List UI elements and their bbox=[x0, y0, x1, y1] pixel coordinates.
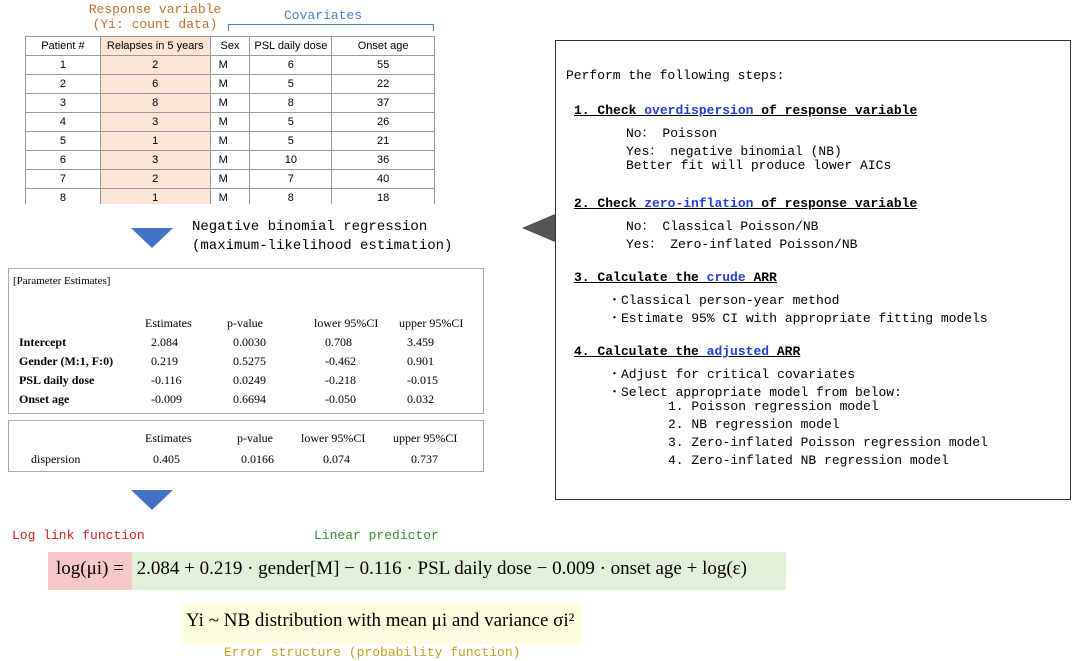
parameter-row bbox=[9, 335, 483, 351]
table-cell: 26 bbox=[332, 113, 435, 132]
table-row bbox=[26, 113, 435, 132]
table-cell: 55 bbox=[332, 56, 435, 75]
parameter-label: Onset age bbox=[19, 392, 70, 406]
parameter-value: 0.708 bbox=[325, 335, 352, 349]
dispersion-row: dispersion 0.405 0.0166 0.074 0.737 bbox=[31, 452, 438, 466]
table-cell: 21 bbox=[332, 132, 435, 151]
parameter-value: -0.462 bbox=[325, 354, 356, 368]
table-cell: 5 bbox=[250, 113, 332, 132]
patient-data-table bbox=[25, 36, 435, 204]
dispersion-table bbox=[8, 420, 484, 472]
table-cell: 8 bbox=[250, 94, 332, 113]
parameter-estimates-table bbox=[8, 268, 484, 414]
error-structure-formula: Yi ~ NB distribution with mean μi and variance σi² bbox=[186, 610, 575, 631]
covariates-bracket bbox=[228, 24, 434, 31]
down-arrow-icon bbox=[131, 228, 173, 248]
down-arrow-icon bbox=[131, 490, 173, 510]
table-header-cell: Sex bbox=[210, 37, 250, 56]
step-1-heading: 1. Check overdispersion of response variable bbox=[574, 103, 918, 118]
parameter-value: 0.0249 bbox=[233, 373, 266, 387]
table-cell: 5 bbox=[250, 132, 332, 151]
parameter-value: 0.901 bbox=[407, 354, 434, 368]
table-row bbox=[26, 170, 435, 189]
table-cell: 36 bbox=[332, 151, 435, 170]
steps-intro: Perform the following steps: bbox=[566, 68, 785, 83]
table-cell: 6 bbox=[100, 75, 210, 94]
parameter-value: 3.459 bbox=[407, 335, 434, 349]
table-cell: 8 bbox=[100, 94, 210, 113]
table-cell: 8 bbox=[250, 189, 332, 205]
table-row bbox=[26, 56, 435, 75]
parameter-value: -0.218 bbox=[325, 373, 356, 387]
table-cell: 22 bbox=[332, 75, 435, 94]
parameter-estimates-header: Estimates p-value lower 95%CI upper 95%CI bbox=[145, 316, 464, 330]
step-4-heading: 4. Calculate the adjusted ARR bbox=[574, 344, 801, 359]
table-cell: 2 bbox=[100, 170, 210, 189]
covariates-label: Covariates bbox=[284, 8, 363, 23]
table-row bbox=[26, 189, 435, 205]
table-cell: 8 bbox=[26, 189, 101, 205]
analysis-steps-box: Perform the following steps: 1. Check overdispersion of response variable No： Poisson Yes： negative binomial (NB) Better fit will produce lower AICs 2. Check zero-inflation of response variable No： Classical Poisson/NB Yes： Zero-inflated Poisson/NB 3. Calculate the crude ARR ・Classical person-year method ・Estimate 95% CI with appropriate fitting models 4. Calculate the adjusted ARR ・Adjust for critical covariates ・Select appropriate model from below: 1. Poisson regression model 2. NB regression model 3. Zero-inflated Poisson regression model 4. Zero-inflated NB regression model bbox=[555, 40, 1071, 500]
parameter-value: 0.032 bbox=[407, 392, 434, 406]
parameter-value: 0.219 bbox=[151, 354, 178, 368]
table-cell: 6 bbox=[26, 151, 101, 170]
parameter-estimates-title: [Parameter Estimates] bbox=[13, 275, 111, 287]
parameter-label: Gender (M:1, F:0) bbox=[19, 354, 114, 368]
log-link-label: Log link function bbox=[12, 528, 145, 543]
table-header-cell: PSL daily dose bbox=[250, 37, 332, 56]
parameter-value: 2.084 bbox=[151, 335, 178, 349]
parameter-label: Intercept bbox=[19, 335, 67, 349]
step-2-heading: 2. Check zero-inflation of response variable bbox=[574, 196, 918, 211]
parameter-value: 0.6694 bbox=[233, 392, 266, 406]
parameter-row bbox=[9, 392, 483, 408]
table-cell: 2 bbox=[26, 75, 101, 94]
table-cell: 5 bbox=[26, 132, 101, 151]
table-cell: M bbox=[210, 75, 250, 94]
table-row bbox=[26, 94, 435, 113]
table-header-cell: Relapses in 5 years bbox=[100, 37, 210, 56]
linear-predictor-label: Linear predictor bbox=[314, 528, 439, 543]
parameter-value: -0.015 bbox=[407, 373, 438, 387]
table-cell: M bbox=[210, 189, 250, 205]
model-formula: log(μi) = 2.084 + 0.219 · gender[M] − 0.116 · PSL daily dose − 0.009 · onset age + log(ε) bbox=[56, 558, 747, 579]
table-row bbox=[26, 151, 435, 170]
table-row bbox=[26, 132, 435, 151]
response-variable-label: Response variable (Yi: count data) bbox=[88, 2, 222, 32]
parameter-value: 0.5275 bbox=[233, 354, 266, 368]
dispersion-header: Estimates p-value lower 95%CI upper 95%CI bbox=[145, 431, 458, 445]
table-cell: M bbox=[210, 56, 250, 75]
table-cell: M bbox=[210, 113, 250, 132]
parameter-label: PSL daily dose bbox=[19, 373, 95, 387]
table-row bbox=[26, 75, 435, 94]
table-cell: 10 bbox=[250, 151, 332, 170]
table-cell: 1 bbox=[100, 132, 210, 151]
parameter-value: 0.0030 bbox=[233, 335, 266, 349]
table-cell: 3 bbox=[26, 94, 101, 113]
table-cell: 37 bbox=[332, 94, 435, 113]
parameter-value: -0.050 bbox=[325, 392, 356, 406]
table-cell: 1 bbox=[100, 189, 210, 205]
error-structure-label: Error structure (probability function) bbox=[224, 645, 521, 660]
table-cell: 3 bbox=[100, 151, 210, 170]
parameter-value: -0.009 bbox=[151, 392, 182, 406]
table-cell: 1 bbox=[26, 56, 101, 75]
table-cell: 7 bbox=[26, 170, 101, 189]
table-cell: 2 bbox=[100, 56, 210, 75]
table-cell: M bbox=[210, 151, 250, 170]
table-cell: 5 bbox=[250, 75, 332, 94]
parameter-row bbox=[9, 354, 483, 370]
table-cell: M bbox=[210, 170, 250, 189]
step-3-heading: 3. Calculate the crude ARR bbox=[574, 270, 777, 285]
parameter-value: -0.116 bbox=[151, 373, 182, 387]
table-cell: 18 bbox=[332, 189, 435, 205]
table-cell: 6 bbox=[250, 56, 332, 75]
callout-pointer bbox=[522, 214, 555, 242]
table-cell: M bbox=[210, 94, 250, 113]
table-cell: 4 bbox=[26, 113, 101, 132]
table-header-cell: Patient # bbox=[26, 37, 101, 56]
table-cell: 7 bbox=[250, 170, 332, 189]
table-cell: M bbox=[210, 132, 250, 151]
table-cell: 40 bbox=[332, 170, 435, 189]
table-header-cell: Onset age bbox=[332, 37, 435, 56]
table-cell: 3 bbox=[100, 113, 210, 132]
parameter-row bbox=[9, 373, 483, 389]
regression-method-label: Negative binomial regression (maximum-likelihood estimation) bbox=[192, 219, 453, 254]
